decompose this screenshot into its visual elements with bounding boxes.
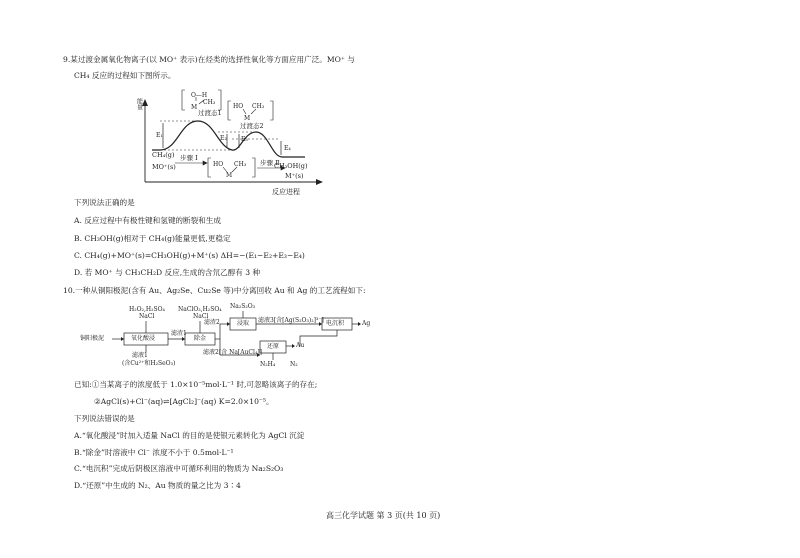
q10-stem: 10.一种从铜阳极泥(含有 Au、Ag₂Se、Cu₂Se 等)中分离回收 Au 和 Ag 的工艺流程如下: bbox=[63, 286, 366, 295]
flow-reagent-1b: NaCl bbox=[139, 313, 155, 320]
flow-box-leach-label: 浸取 bbox=[237, 320, 250, 327]
q9-prompt: 下列说法正确的是 bbox=[74, 198, 135, 207]
flow-filtrate-3: 滤液3[含[Ag(S₂O₃)₂]³⁻] bbox=[258, 317, 324, 324]
e1-label: E₁ bbox=[156, 132, 163, 139]
product-m: M⁺(s) bbox=[285, 172, 304, 180]
flow-residue-2: 滤渣2 bbox=[204, 319, 220, 326]
q9-option-d: D. 若 MO⁺ 与 CH₃CH₂D 反应,生成的含氘乙醇有 3 种 bbox=[74, 268, 261, 277]
flow-box-reduce-label: 还原 bbox=[267, 343, 280, 350]
q9-option-a: A. 反应过程中有极性键和氢键的断裂和生成 bbox=[74, 216, 221, 225]
ts2-label: 过渡态2 bbox=[240, 122, 264, 130]
flow-out-au: Au bbox=[296, 342, 305, 349]
q10-option-b: B.“除金”时溶液中 Cl⁻ 浓度不小于 0.5mol·L⁻¹ bbox=[74, 448, 234, 457]
flow-box-remove-au-label: 除金 bbox=[194, 335, 207, 342]
flow-box-electro-label: 电沉积 bbox=[326, 320, 345, 327]
flow-start: 铜阳极泥 bbox=[80, 335, 105, 342]
svg-text:CH₃: CH₃ bbox=[234, 161, 247, 168]
q10-option-a: A.“氧化酸浸”时加入适量 NaCl 的目的是使银元素转化为 AgCl 沉淀 bbox=[74, 431, 305, 440]
flow-residue-1: 滤渣1 bbox=[171, 330, 187, 337]
svg-text:HO: HO bbox=[213, 161, 224, 168]
ts1-label: 过渡态1 bbox=[198, 109, 222, 117]
step1-label: 步骤 Ⅰ bbox=[180, 154, 198, 162]
q9-stem-line1: 9.某过渡金属氧化物离子(以 MO⁺ 表示)在烃类的选择性氧化等方面应用广泛。MO⁺ 与 bbox=[63, 55, 355, 64]
y-axis-label: 能量 bbox=[135, 98, 143, 110]
svg-text:CH₃: CH₃ bbox=[252, 103, 265, 110]
svg-text:O—H: O—H bbox=[191, 92, 208, 99]
q9-stem-line2: CH₄ 反应的过程如下图所示。 bbox=[74, 71, 176, 80]
q9-option-c: C. CH₄(g)+MO⁺(s)=CH₃OH(g)+M⁺(s) ΔH=−(E₁−E₂+E₃−E₄) bbox=[74, 251, 305, 260]
reactant-ch4: CH₄(g) bbox=[152, 151, 175, 159]
q10-known-2: ②AgCl(s)+Cl⁻(aq)⇌[AgCl₂]⁻(aq) K=2.0×10⁻⁵。 bbox=[94, 397, 274, 406]
flow-out-n2: N₂ bbox=[290, 361, 298, 368]
flow-reagent-2a: NaClO₃,H₂SO₄ bbox=[178, 306, 222, 313]
q10-known-1: 已知:①当某离子的浓度低于 1.0×10⁻⁵mol·L⁻¹ 时,可忽略该离子的存在; bbox=[74, 380, 318, 389]
flow-reagent-3: Na₂S₂O₃ bbox=[230, 303, 256, 310]
svg-text:M: M bbox=[244, 115, 251, 122]
step2-label: 步骤 Ⅱ bbox=[260, 159, 280, 167]
product-ch3oh: CH₃OH(g) bbox=[274, 162, 308, 170]
flow-filtrate-1: 滤液1 bbox=[132, 352, 148, 359]
flow-out-ag: Ag bbox=[362, 320, 371, 327]
flow-filtrate-1-note: (含Cu²⁺和H₂SeO₃) bbox=[122, 360, 176, 367]
q10-option-c: C.“电沉积”完成后阴极区溶液中可循环利用的物质为 Na₂S₂O₃ bbox=[74, 464, 284, 473]
flow-in-n2h4: N₂H₄ bbox=[260, 361, 276, 368]
reactant-mo: MO⁺(s) bbox=[152, 163, 176, 171]
svg-text:M: M bbox=[226, 172, 233, 179]
e3-label: E₃ bbox=[241, 136, 248, 143]
x-axis-label: 反应进程 bbox=[272, 188, 300, 196]
energy-curve bbox=[152, 121, 305, 157]
e2-label: E₂ bbox=[220, 135, 227, 142]
flow-box-oxidize-label: 氧化酸浸 bbox=[131, 335, 156, 342]
q9-option-b: B. CH₃OH(g)相对于 CH₄(g)能量更低,更稳定 bbox=[74, 234, 231, 243]
q10-prompt: 下列说法错误的是 bbox=[74, 414, 135, 423]
page-footer: 高三化学试题 第 3 页(共 10 页) bbox=[326, 511, 441, 520]
e4-label: E₄ bbox=[284, 145, 291, 152]
flow-reagent-2b: NaCl bbox=[193, 313, 209, 320]
flow-reagent-1a: H₂O₂,H₂SO₄ bbox=[129, 306, 165, 313]
svg-text:HO: HO bbox=[233, 103, 244, 110]
svg-text:CH₃: CH₃ bbox=[203, 99, 216, 106]
svg-text:M: M bbox=[191, 104, 198, 111]
flow-filtrate-2: 滤液2[含 Na[AuCl₄]] bbox=[203, 349, 263, 356]
q10-option-d: D.“还原”中生成的 N₂、Au 物质的量之比为 3∶4 bbox=[74, 481, 241, 490]
